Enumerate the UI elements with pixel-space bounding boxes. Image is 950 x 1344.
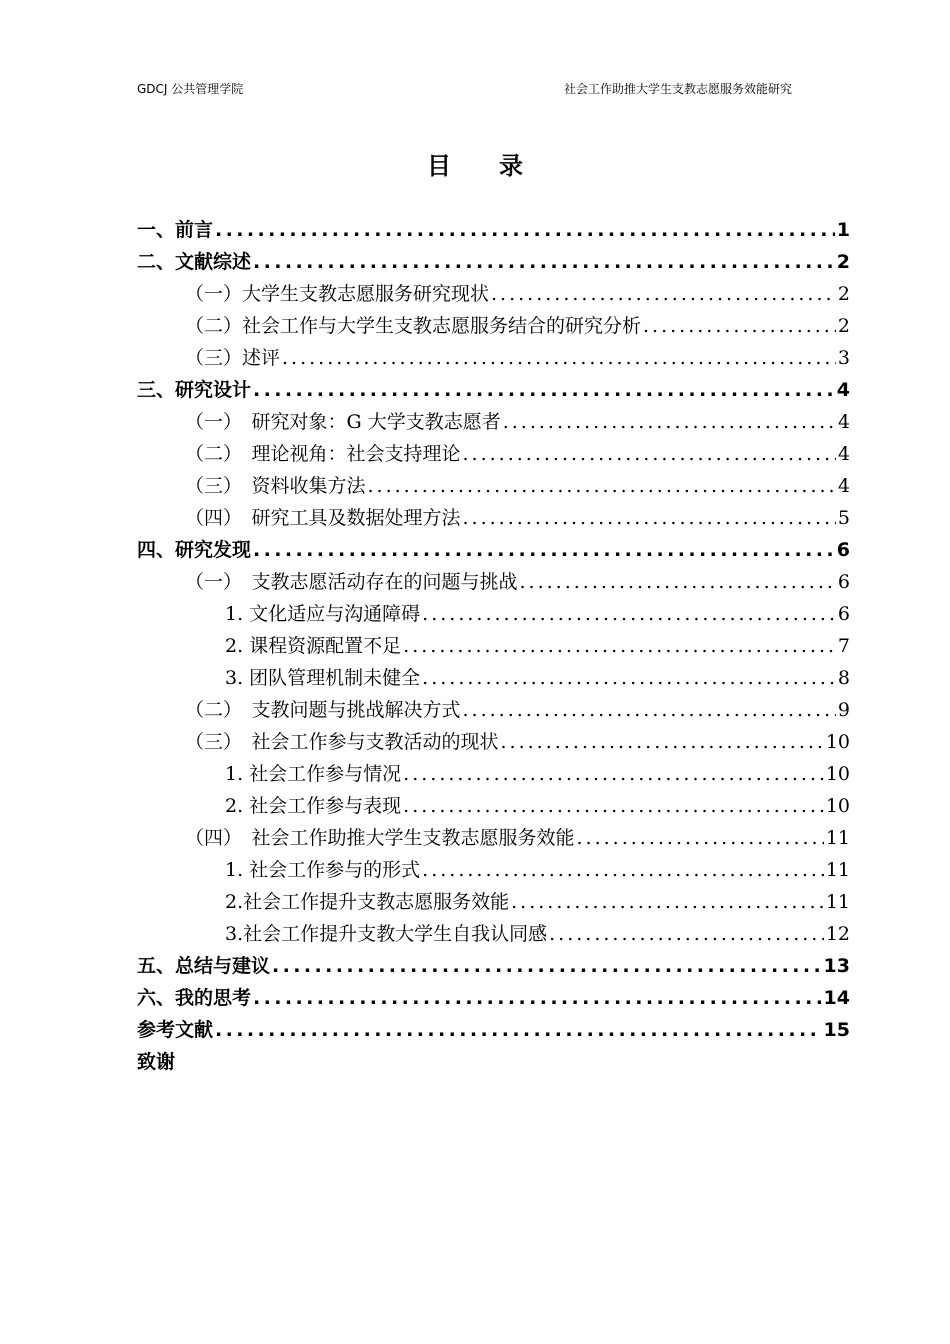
toc-entry-page: 11 bbox=[825, 827, 850, 849]
toc-dot-leader bbox=[253, 246, 835, 278]
toc-entry-label: 1. 社会工作参与的形式 bbox=[225, 859, 421, 881]
toc-dot-leader bbox=[549, 918, 824, 950]
toc-entry[interactable] bbox=[137, 598, 850, 630]
toc-entry[interactable] bbox=[137, 214, 850, 246]
toc-entry-label: （一） 支教志愿活动存在的问题与挑战 bbox=[185, 571, 518, 593]
toc-entry-label: 致谢 bbox=[137, 1051, 176, 1073]
toc-dot-leader bbox=[491, 278, 836, 310]
toc-entry[interactable] bbox=[137, 342, 850, 374]
toc-entry-page: 10 bbox=[825, 795, 850, 817]
toc-entry[interactable] bbox=[137, 374, 850, 406]
toc-dot-leader bbox=[643, 310, 836, 342]
toc-dot-leader bbox=[282, 342, 836, 374]
toc-dot-leader bbox=[253, 374, 835, 406]
toc-entry-page: 4 bbox=[837, 411, 850, 433]
toc-entry-label: 3.社会工作提升支教大学生自我认同感 bbox=[225, 923, 548, 945]
toc-dot-leader bbox=[422, 598, 836, 630]
toc-entry-label: 2. 课程资源配置不足 bbox=[225, 635, 402, 657]
toc-dot-leader bbox=[422, 662, 836, 694]
toc-dot-leader bbox=[403, 630, 836, 662]
toc-entry-page: 6 bbox=[837, 603, 850, 625]
toc-entry-label: 2.社会工作提升支教志愿服务效能 bbox=[225, 891, 510, 913]
toc-entry-page: 8 bbox=[837, 667, 850, 689]
toc-dot-leader bbox=[272, 950, 822, 982]
toc-entry-page: 9 bbox=[837, 699, 850, 721]
toc-entry-label: （二） 支教问题与挑战解决方式 bbox=[185, 699, 461, 721]
toc-entry-page: 4 bbox=[837, 475, 850, 497]
toc-entry-page: 11 bbox=[825, 859, 850, 881]
toc-entry-page: 3 bbox=[837, 347, 850, 369]
toc-entry-label: 2. 社会工作参与表现 bbox=[225, 795, 402, 817]
toc-dot-leader bbox=[403, 758, 824, 790]
toc-dot-leader bbox=[253, 982, 822, 1014]
toc-entry-page: 4 bbox=[837, 443, 850, 465]
toc-dot-leader bbox=[511, 886, 824, 918]
toc-entry-page: 6 bbox=[837, 571, 850, 593]
toc-dot-leader bbox=[215, 214, 835, 246]
header-divider bbox=[137, 104, 792, 105]
toc-entry[interactable] bbox=[137, 662, 850, 694]
toc-dot-leader bbox=[577, 822, 824, 854]
toc-entry[interactable] bbox=[137, 566, 850, 598]
toc-entry[interactable] bbox=[137, 694, 850, 726]
toc-title: 目录 bbox=[427, 152, 571, 180]
toc-entry[interactable] bbox=[137, 758, 850, 790]
toc-entry-label: 1. 社会工作参与情况 bbox=[225, 763, 402, 785]
toc-entry[interactable] bbox=[137, 470, 850, 502]
page-header bbox=[137, 78, 792, 100]
toc-entry[interactable] bbox=[137, 886, 850, 918]
table-of-contents bbox=[137, 214, 850, 1078]
toc-entry-label: 1. 文化适应与沟通障碍 bbox=[225, 603, 421, 625]
toc-dot-leader bbox=[215, 1014, 822, 1046]
toc-dot-leader bbox=[403, 790, 824, 822]
toc-entry[interactable] bbox=[137, 278, 850, 310]
toc-entry-page: 4 bbox=[836, 379, 850, 401]
toc-dot-leader bbox=[253, 534, 835, 566]
toc-entry[interactable] bbox=[137, 982, 850, 1014]
toc-entry-label: （三）述评 bbox=[185, 347, 281, 369]
toc-entry-label: （二）社会工作与大学生支教志愿服务结合的研究分析 bbox=[185, 315, 642, 337]
toc-entry[interactable] bbox=[137, 918, 850, 950]
toc-entry-label: （一） 研究对象：G 大学支教志愿者 bbox=[185, 411, 501, 433]
toc-entry-page: 14 bbox=[823, 987, 850, 1009]
toc-entry-page: 2 bbox=[837, 315, 850, 337]
toc-entry-page: 10 bbox=[825, 763, 850, 785]
toc-dot-leader bbox=[368, 470, 836, 502]
toc-entry-page: 2 bbox=[836, 251, 850, 273]
toc-entry[interactable] bbox=[137, 854, 850, 886]
toc-entry-label: （三） 资料收集方法 bbox=[185, 475, 366, 497]
toc-entry-page: 11 bbox=[825, 891, 850, 913]
toc-entry-page: 15 bbox=[823, 1019, 850, 1041]
toc-entry[interactable] bbox=[137, 1046, 850, 1078]
toc-dot-leader bbox=[501, 726, 824, 758]
toc-entry[interactable] bbox=[137, 726, 850, 758]
toc-entry[interactable] bbox=[137, 438, 850, 470]
toc-entry-label: 三、研究设计 bbox=[137, 379, 252, 401]
toc-entry-label: （二） 理论视角：社会支持理论 bbox=[185, 443, 461, 465]
toc-entry-label: 四、研究发现 bbox=[137, 539, 252, 561]
toc-entry-label: 参考文献 bbox=[137, 1019, 214, 1041]
toc-entry[interactable] bbox=[137, 310, 850, 342]
toc-entry-label: 一、前言 bbox=[137, 219, 214, 241]
toc-dot-leader bbox=[503, 406, 836, 438]
toc-entry-page: 7 bbox=[837, 635, 850, 657]
header-paper-title: 社会工作助推大学生支教志愿服务效能研究 bbox=[563, 82, 792, 96]
toc-entry-label: （四） 社会工作助推大学生支教志愿服务效能 bbox=[185, 827, 575, 849]
toc-entry[interactable] bbox=[137, 246, 850, 278]
toc-entry-page: 10 bbox=[825, 731, 850, 753]
toc-entry[interactable] bbox=[137, 822, 850, 854]
toc-entry-page: 5 bbox=[837, 507, 850, 529]
toc-entry-label: （四） 研究工具及数据处理方法 bbox=[185, 507, 461, 529]
toc-entry-page: 1 bbox=[836, 219, 850, 241]
toc-dot-leader bbox=[422, 854, 824, 886]
toc-entry[interactable] bbox=[137, 406, 850, 438]
toc-dot-leader bbox=[463, 502, 836, 534]
toc-entry[interactable] bbox=[137, 534, 850, 566]
toc-entry[interactable] bbox=[137, 502, 850, 534]
toc-entry[interactable] bbox=[137, 790, 850, 822]
toc-entry-label: （一）大学生支教志愿服务研究现状 bbox=[185, 283, 490, 305]
toc-dot-leader bbox=[520, 566, 836, 598]
toc-entry-page: 12 bbox=[825, 923, 850, 945]
toc-entry[interactable] bbox=[137, 950, 850, 982]
toc-entry-page: 13 bbox=[823, 955, 850, 977]
toc-dot-leader bbox=[463, 438, 836, 470]
toc-entry-label: 六、我的思考 bbox=[137, 987, 252, 1009]
toc-entry-label: 二、文献综述 bbox=[137, 251, 252, 273]
toc-entry-label: （三） 社会工作参与支教活动的现状 bbox=[185, 731, 499, 753]
toc-entry-label: 五、总结与建议 bbox=[137, 955, 271, 977]
toc-entry[interactable] bbox=[137, 630, 850, 662]
toc-dot-leader bbox=[463, 694, 836, 726]
toc-entry-label: 3. 团队管理机制未健全 bbox=[225, 667, 421, 689]
toc-entry-page: 2 bbox=[837, 283, 850, 305]
toc-entry-page: 6 bbox=[836, 539, 850, 561]
toc-entry[interactable] bbox=[137, 1014, 850, 1046]
header-institution: GDCJ 公共管理学院 bbox=[137, 82, 244, 96]
